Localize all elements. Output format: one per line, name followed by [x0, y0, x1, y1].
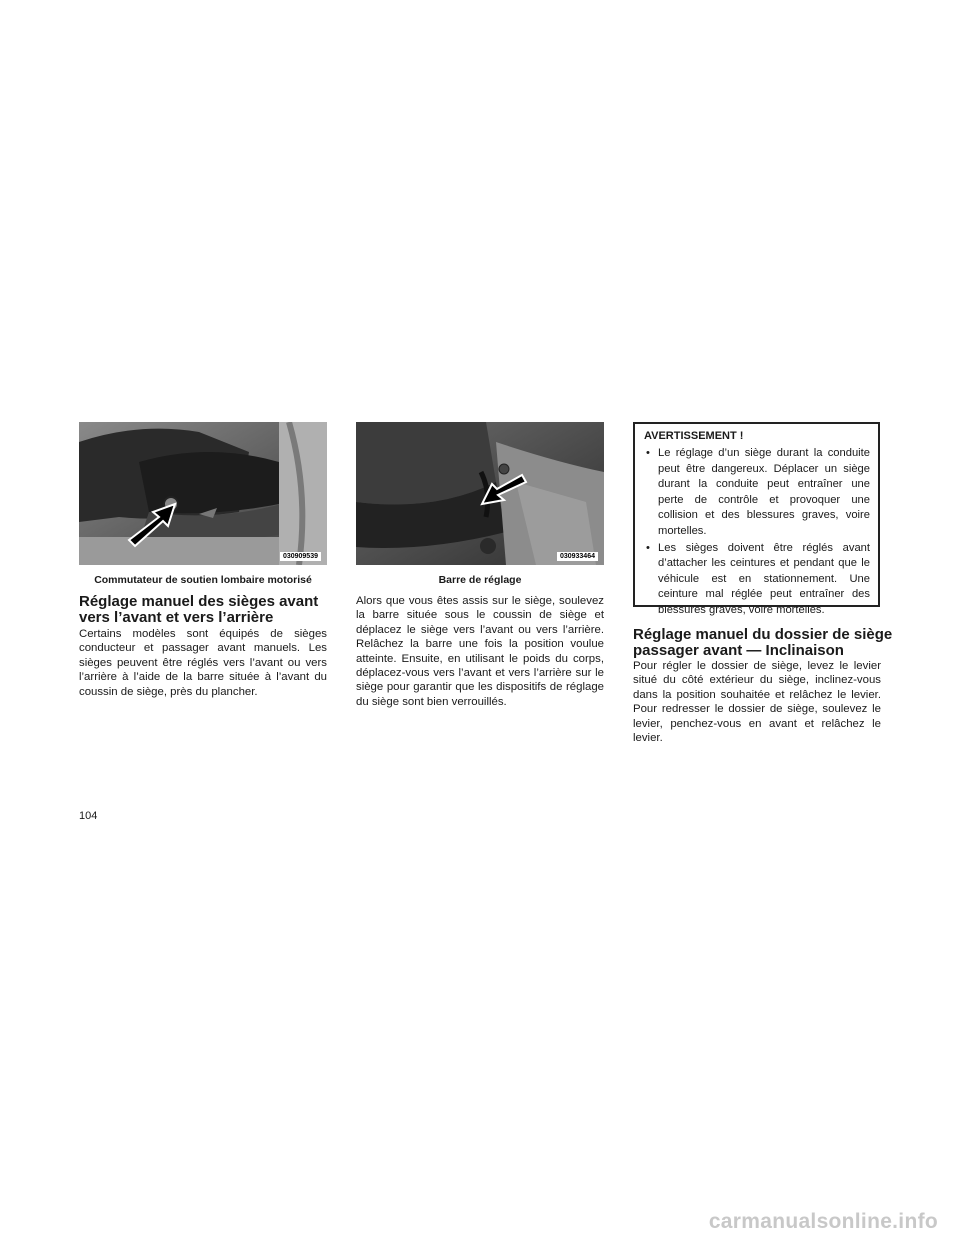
figure-code: 030909539 — [280, 552, 321, 561]
seat-photo-illustration — [79, 422, 327, 565]
warning-item-text: Les sièges doivent être réglés avant d’attacher les ceintures et pendant que le véhicule est en stationnement. Une ceinture mal réglée peut entraîner des blessures graves, voire mortelles. — [658, 541, 870, 616]
heading-line: Réglage manuel des sièges avant — [79, 593, 319, 610]
warning-box — [633, 422, 880, 616]
bullet-icon: • — [646, 447, 650, 459]
watermark: carmanualsonline.info — [708, 1210, 938, 1233]
paragraph-manual-seats-intro: Certains modèles sont équipés de sièges conducteur et passager avant manuels. Les sièges peuvent être réglés vers l’avant ou vers l’arrière à l’aide de la barre située à l’avant du coussin de siège, près du plancher. — [79, 628, 327, 698]
figure-caption-bar: Barre de réglage — [438, 574, 522, 586]
figure-code: 030933464 — [557, 552, 598, 561]
page-number: 104 — [79, 810, 98, 822]
section-heading-manual-front-seats — [79, 594, 329, 626]
warning-list — [644, 446, 870, 619]
heading-line: passager avant — Inclinaison — [633, 642, 844, 659]
figure-adjustment-bar-photo — [356, 422, 604, 565]
warning-title: AVERTISSEMENT ! — [644, 430, 744, 442]
bullet-icon: • — [646, 541, 650, 554]
warning-item — [644, 446, 870, 540]
warning-item — [644, 541, 870, 619]
heading-line: Réglage manuel du dossier de siège — [633, 626, 893, 643]
figure-caption-lumbar: Commutateur de soutien lombaire motorisé — [94, 574, 312, 586]
section-heading-passenger-recline — [633, 627, 893, 659]
heading-line: vers l’avant et vers l’arrière — [79, 609, 274, 626]
paragraph-manual-seats-procedure: Alors que vous êtes assis sur le siège, soulevez la barre située sous le coussin de siège et déplacez le siège vers l’avant ou vers l’arrière. Relâchez la barre une fois la position voulue atteinte. Ensuite, en utilisant le poids du corps, déplacez-vous vers l’avant et vers l’arrière sur le siège pour garantir que les dispositifs de réglage du siège sont bien verrouillés. — [356, 595, 604, 708]
warning-item-text: Le réglage d’un siège durant la conduite peut être dangereux. Déplacer un siège durant la conduite peut entraîner une perte de contrôle et provoquer une collision et des blessures graves, voire mortelles. — [658, 447, 870, 537]
figure-lumbar-switch-photo — [79, 422, 327, 565]
adjustment-bar-illustration — [356, 422, 604, 565]
paragraph-passenger-recline: Pour régler le dossier de siège, levez le levier situé du côté extérieur du siège, inclinez-vous dans la position souhaitée et relâchez le levier. Pour redresser le dossier de siège, soulevez le levier, penchez-vous en avant et relâchez le levier. — [633, 660, 881, 745]
